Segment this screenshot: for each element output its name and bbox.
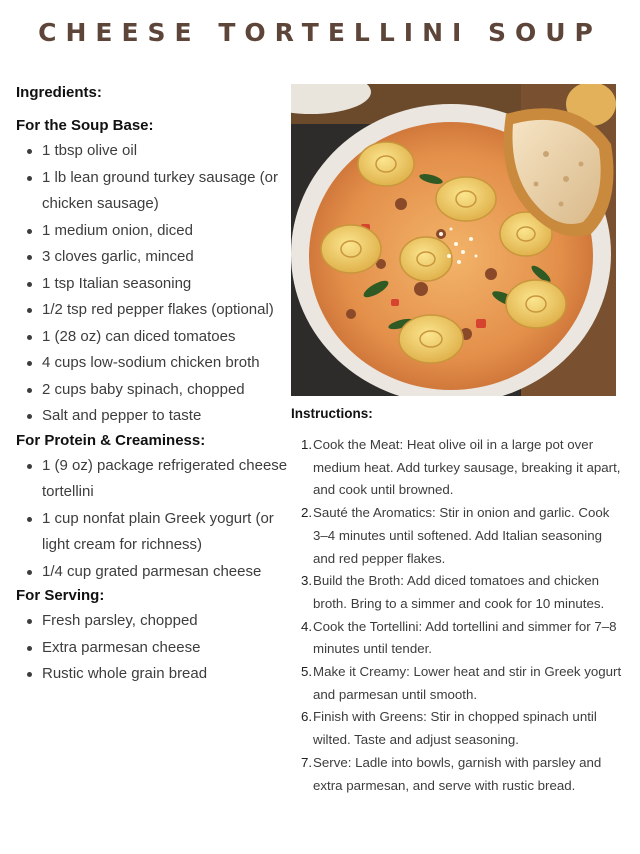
list-item: 4 cups low-sodium chicken broth xyxy=(16,350,288,377)
instruction-step xyxy=(299,706,624,751)
list-item: 1/2 tsp red pepper flakes (optional) xyxy=(16,297,288,324)
instruction-step xyxy=(299,661,624,706)
list-item: 1 (28 oz) can diced tomatoes xyxy=(16,324,288,351)
list-item: 1 cup nonfat plain Greek yogurt (or light cream for richness) xyxy=(16,506,288,559)
group-heading-soup-base: For the Soup Base: xyxy=(16,117,154,134)
protein-list xyxy=(16,453,288,586)
step-number: 6. xyxy=(301,709,313,725)
list-item: Salt and pepper to taste xyxy=(16,403,288,430)
list-item: 1 (9 oz) package refrigerated cheese tortellini xyxy=(16,453,288,506)
step-text: Cook the Meat: Heat olive oil in a large pot over medium heat. Add turkey sausage, breaking it apart, and cook until browned. xyxy=(313,437,621,498)
step-text: Finish with Greens: Stir in chopped spinach until wilted. Taste and adjust seasoning. xyxy=(313,709,597,748)
page-title: CHEESE TORTELLINI SOUP xyxy=(38,18,602,47)
step-number: 3. xyxy=(301,573,313,589)
instruction-step xyxy=(299,752,624,797)
instruction-step xyxy=(299,434,624,502)
list-item: Extra parmesan cheese xyxy=(16,635,288,662)
step-number: 4. xyxy=(301,618,313,634)
instructions-list xyxy=(299,434,624,797)
ingredients-heading: Ingredients: xyxy=(16,84,102,101)
step-text: Build the Broth: Add diced tomatoes and chicken broth. Bring to a simmer and cook for 10 minutes. xyxy=(313,573,605,611)
step-text: Cook the Tortellini: Add tortellini and simmer for 7–8 minutes until tender. xyxy=(313,618,617,657)
step-number: 7. xyxy=(301,754,313,770)
instruction-step xyxy=(299,502,624,570)
list-item: 1 tbsp olive oil xyxy=(16,138,288,165)
list-item: 1 tsp Italian seasoning xyxy=(16,271,288,298)
step-text: Sauté the Aromatics: Stir in onion and garlic. Cook 3–4 minutes until softened. Add Italian seasoning and red pepper flakes. xyxy=(313,505,610,566)
list-item: Fresh parsley, chopped xyxy=(16,608,288,635)
soup-photo xyxy=(291,84,616,396)
list-item: Rustic whole grain bread xyxy=(16,661,288,688)
step-number: 1. xyxy=(301,437,313,452)
instruction-step xyxy=(299,570,624,615)
list-item: 1 lb lean ground turkey sausage (or chicken sausage) xyxy=(16,165,288,218)
list-item: 2 cups baby spinach, chopped xyxy=(16,377,288,404)
step-number: 5. xyxy=(301,664,313,680)
instructions-heading: Instructions: xyxy=(291,406,373,421)
instruction-step xyxy=(299,616,624,661)
step-number: 2. xyxy=(301,505,313,521)
group-heading-serving: For Serving: xyxy=(16,587,105,604)
step-text: Make it Creamy: Lower heat and stir in Greek yogurt and parmesan until smooth. xyxy=(313,664,622,702)
list-item: 3 cloves garlic, minced xyxy=(16,244,288,271)
step-text: Serve: Ladle into bowls, garnish with parsley and extra parmesan, and serve with rustic bread. xyxy=(313,754,602,793)
soup-bowl-illustration xyxy=(291,84,616,396)
group-heading-protein: For Protein & Creaminess: xyxy=(16,431,206,449)
list-item: 1 medium onion, diced xyxy=(16,218,288,245)
serving-list xyxy=(16,608,288,688)
list-item: 1/4 cup grated parmesan cheese xyxy=(16,559,288,586)
soup-base-list xyxy=(16,138,288,430)
ingredients-column xyxy=(16,84,288,690)
